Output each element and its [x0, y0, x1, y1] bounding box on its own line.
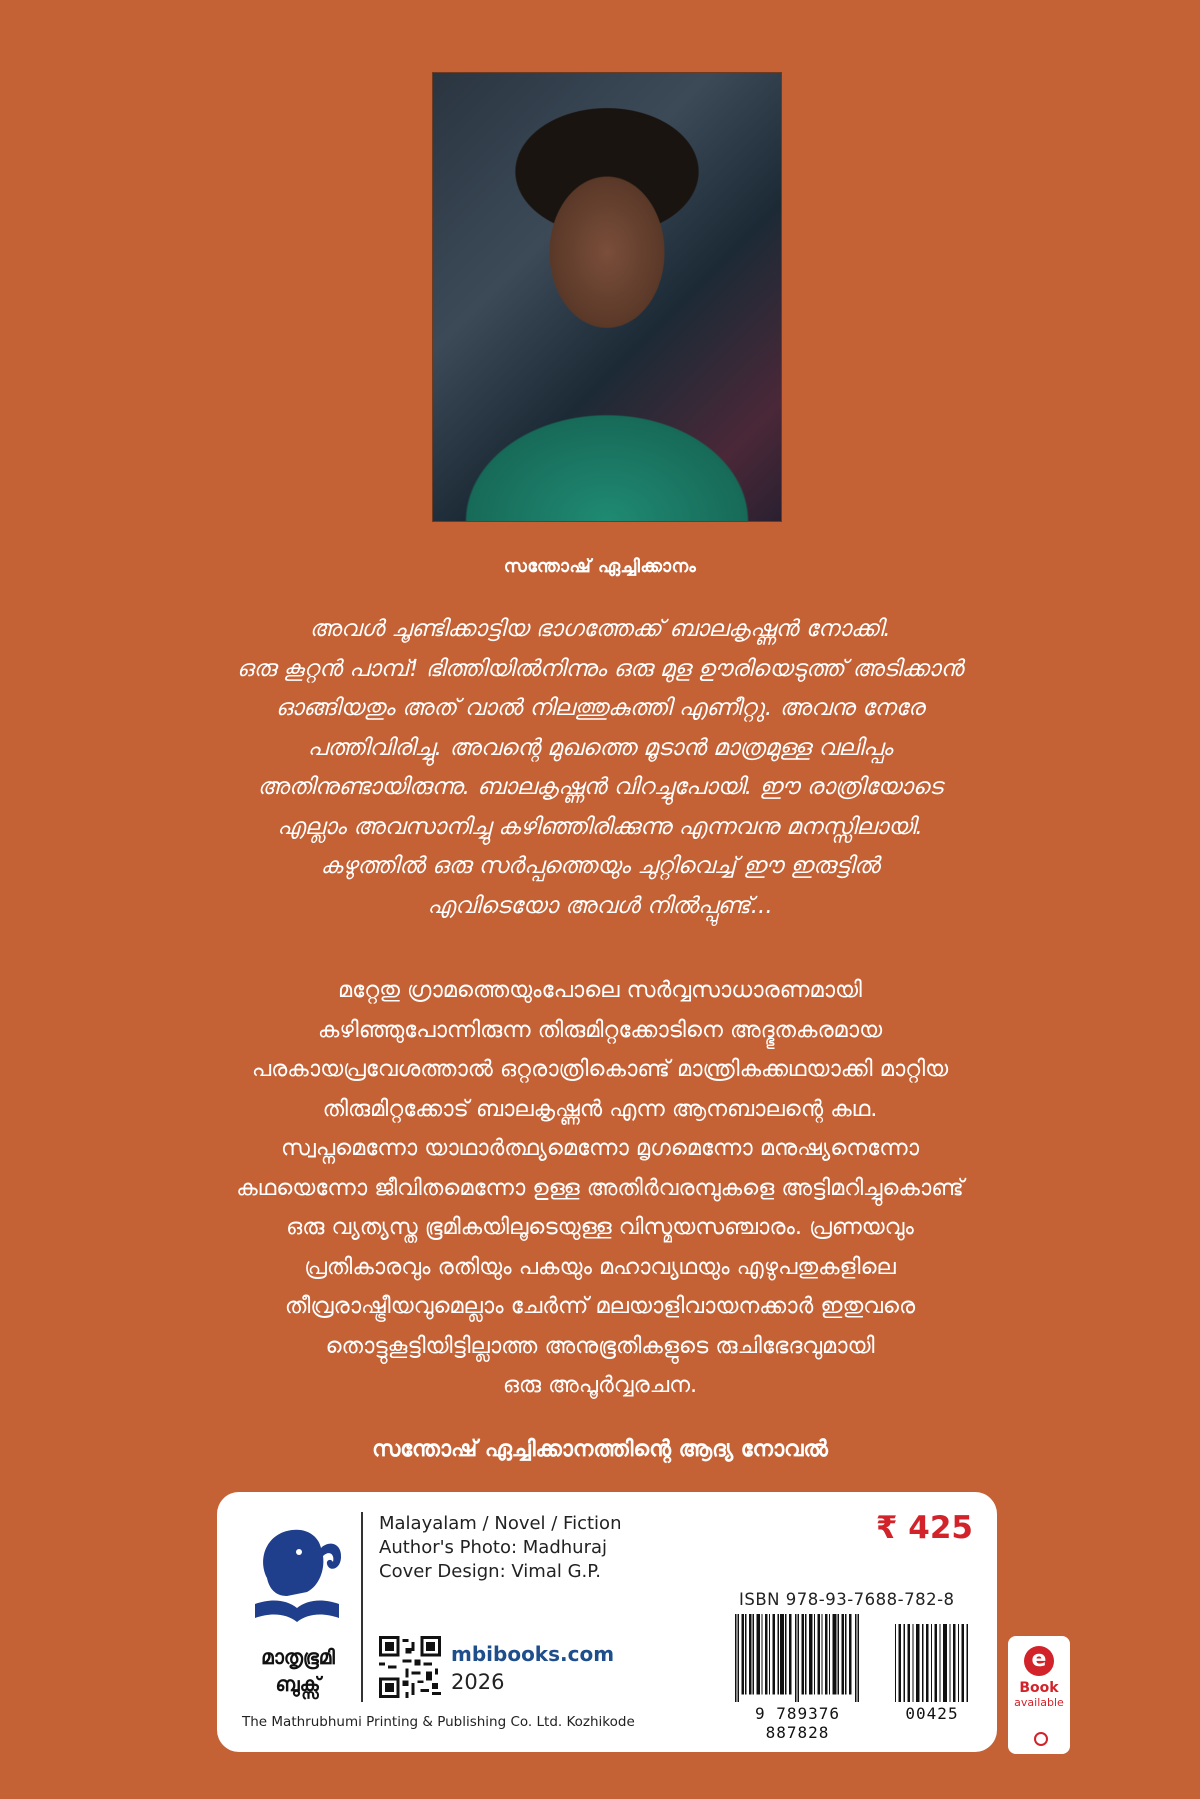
blurb-line: ഒരു വ്യത്യസ്ത ഭൂമികയിലൂടെയുള്ള വിസ്മയസഞ്ചാരം. പ്രണയവും — [286, 1214, 914, 1240]
ebook-sub: available — [1014, 1696, 1064, 1709]
blurb-line: പരകായപ്രവേശത്താൽ ഒറ്റരാത്രികൊണ്ട് മാന്ത്രികക്കഥയാക്കി മാറ്റിയ — [251, 1056, 949, 1082]
blurb-line: സ്വപ്നമെന്നോ യാഥാർത്ഥ്യമെന്നോ മൃഗമെന്നോ മനുഷ്യനെന്നോ — [281, 1135, 919, 1161]
barcode-addon-bars — [895, 1614, 969, 1702]
author-name: സന്തോഷ് ഏച്ചിക്കാനം — [503, 556, 697, 577]
barcode-bars — [735, 1614, 860, 1702]
author-photo — [432, 72, 782, 522]
blurb-line: പ്രതികാരവും രതിയും പകയും മഹാവ്യഥയും എഴുപതുകളിലെ — [304, 1253, 896, 1280]
excerpt-line: എല്ലാം അവസാനിച്ചു കഴിഞ്ഞിരിക്കുന്നു എന്നവനു മനസ്സിലായി. — [277, 813, 923, 840]
website-link[interactable]: mbibooks.com — [451, 1642, 615, 1666]
blurb-line: കഴിഞ്ഞുപോന്നിരുന്ന തിരുമിറ്റക്കോടിനെ അദ്ഭുതകരമായ — [317, 1016, 883, 1043]
ebook-badge — [1008, 1636, 1070, 1754]
category-text: Malayalam / Novel / Fiction — [379, 1513, 622, 1534]
book-meta — [379, 1512, 621, 1584]
info-box — [217, 1492, 997, 1752]
tablet-button-icon — [1034, 1732, 1048, 1746]
logo-text — [237, 1644, 359, 1698]
excerpt-line: അവൾ ചൂണ്ടിക്കാട്ടിയ ഭാഗത്തേക്ക് ബാലകൃഷ്ണൻ നോക്കി. — [309, 616, 891, 642]
year-text: 2026 — [451, 1670, 505, 1694]
blurb-line: തിരുമിറ്റക്കോട് ബാലകൃഷ്ണൻ എന്ന ആനബാലന്റെ കഥ. — [322, 1095, 878, 1122]
cover-design-text: Cover Design: Vimal G.P. — [379, 1561, 602, 1582]
photo-credit-text: Author's Photo: Madhuraj — [379, 1537, 608, 1558]
price: ₹ 425 — [875, 1510, 973, 1546]
barcode-digits: 9 789376 887828 — [754, 1704, 841, 1742]
blurb-line: ഒരു അപൂർവ്വരചന. — [502, 1372, 698, 1398]
logo-text-line2: ബുക്സ് — [275, 1672, 321, 1696]
barcode — [735, 1614, 860, 1742]
elephant-logo-icon — [247, 1518, 347, 1630]
blurb-line: മറ്റേതു ഗ്രാമത്തെയുംപോലെ സർവ്വസാധാരണമായി — [338, 977, 862, 1003]
excerpt-line: അതിനുണ്ടായിരുന്നു. ബാലകൃഷ്ണൻ വിറച്ചുപോയി. ഈ രാത്രിയോടെ — [257, 774, 943, 800]
divider — [361, 1512, 363, 1702]
publisher-text: The Mathrubhumi Printing & Publishing Co. Ltd. Kozhikode — [242, 1714, 635, 1730]
logo-text-line1: മാതൃഭൂമി — [261, 1645, 335, 1669]
excerpt-line: പത്തിവിരിച്ചു. അവന്റെ മുഖത്തെ മൂടാൻ മാത്രമുള്ള വലിപ്പം — [307, 734, 893, 761]
blurb-line: തൊട്ടുകൂട്ടിയിട്ടില്ലാത്ത അനുഭൂതികളുടെ രുചിഭേദവുമായി — [325, 1332, 875, 1359]
tagline: സന്തോഷ് ഏച്ചിക്കാനത്തിന്റെ ആദ്യ നോവൽ — [372, 1437, 828, 1462]
excerpt-line: ഒരു കൂറ്റൻ പാമ്പ്! ഭിത്തിയിൽനിന്നും ഒരു മുള ഊരിയെടുത്ത് അടിക്കാൻ — [236, 655, 964, 682]
barcode-addon-digits: 00425 — [905, 1704, 959, 1723]
ebook-icon: e — [1024, 1646, 1054, 1676]
isbn-text: ISBN 978-93-7688-782-8 — [739, 1590, 955, 1609]
excerpt-line: ഓങ്ങിയതും അത് വാൽ നിലത്തുകുത്തി എണീറ്റു. അവനു നേരേ — [275, 695, 925, 721]
blurb-line: കഥയെന്നോ ജീവിതമെന്നോ ഉള്ള അതിർവരമ്പുകളെ അട്ടിമറിച്ചുകൊണ്ട് — [236, 1174, 964, 1201]
excerpt-line: കഴുത്തിൽ ഒരു സർപ്പത്തെയും ചുറ്റിവെച്ച് ഈ ഇരുട്ടിൽ — [320, 853, 880, 879]
excerpt-line: എവിടെയോ അവൾ നിൽപ്പുണ്ട്... — [427, 892, 773, 919]
barcode-addon — [895, 1614, 969, 1724]
excerpt — [100, 610, 1100, 926]
blurb — [100, 971, 1100, 1406]
blurb-line: തീവ്രരാഷ്ട്രീയവുമെല്ലാം ചേർന്ന് മലയാളിവായനക്കാർ ഇതുവരെ — [284, 1293, 916, 1319]
qr-code-icon — [379, 1636, 441, 1698]
ebook-word: Book — [1019, 1680, 1059, 1696]
